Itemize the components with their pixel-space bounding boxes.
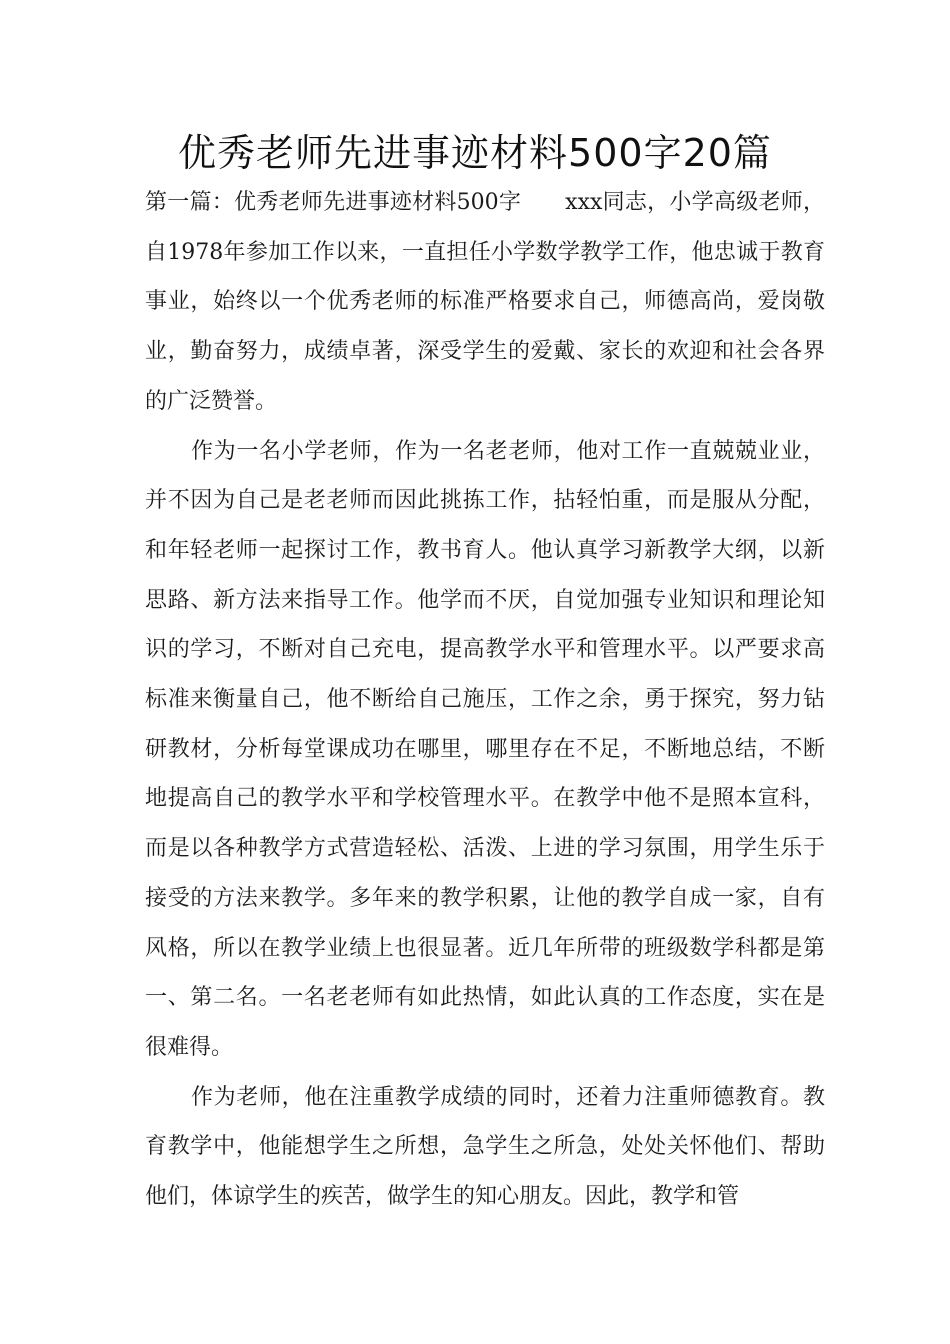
paragraph-3: 作为老师，他在注重教学成绩的同时，还着力注重师德教育。教育教学中，他能想学生之所想，急学生之所急，处处关怀他们、帮助他们，体谅学生的疾苦，做学生的知心朋友。因此，教学和管 bbox=[145, 1084, 825, 1210]
document-body bbox=[145, 178, 825, 1222]
document-title: 优秀老师先进事迹材料500字20篇 bbox=[178, 131, 772, 175]
paragraph-1 bbox=[145, 178, 825, 427]
section-heading: 第一篇：优秀老师先进事迹材料500字 bbox=[145, 190, 522, 215]
paragraph-2: 作为一名小学老师，作为一名老老师，他对工作一直兢兢业业，并不因为自己是老老师而因此挑拣工作，拈轻怕重，而是服从分配，和年轻老师一起探讨工作，教书育人。他认真学习新教学大纲，以新思路、新方法来指导工作。他学而不厌，自觉加强专业知识和理论知识的学习，不断对自己充电，提高教学水平和管理水平。以严要求高标准来衡量自己，他不断给自己施压，工作之余，勇于探究，努力钻研教材，分析每堂课成功在哪里，哪里存在不足，不断地总结，不断地提高自己的教学水平和学校管理水平。在教学中他不是照本宣科，而是以各种教学方式营造轻松、活泼、上进的学习氛围，用学生乐于接受的方法来教学。多年来的教学积累，让他的教学自成一家，自有风格，所以在教学业绩上也很显著。近几年所带的班级数学科都是第一、第二名。一名老老师有如此热情，如此认真的工作态度，实在是很难得。 bbox=[145, 438, 825, 1060]
paragraph-1-text: xxx同志，小学高级老师，自1978年参加工作以来，一直担任小学数学教学工作，他忠诚于教育事业，始终以一个优秀老师的标准严格要求自己，师德高尚，爱岗敬业，勤奋努力，成绩卓著，深受学生的爱戴、家长的欢迎和社会各界的广泛赞誉。 bbox=[145, 190, 825, 414]
